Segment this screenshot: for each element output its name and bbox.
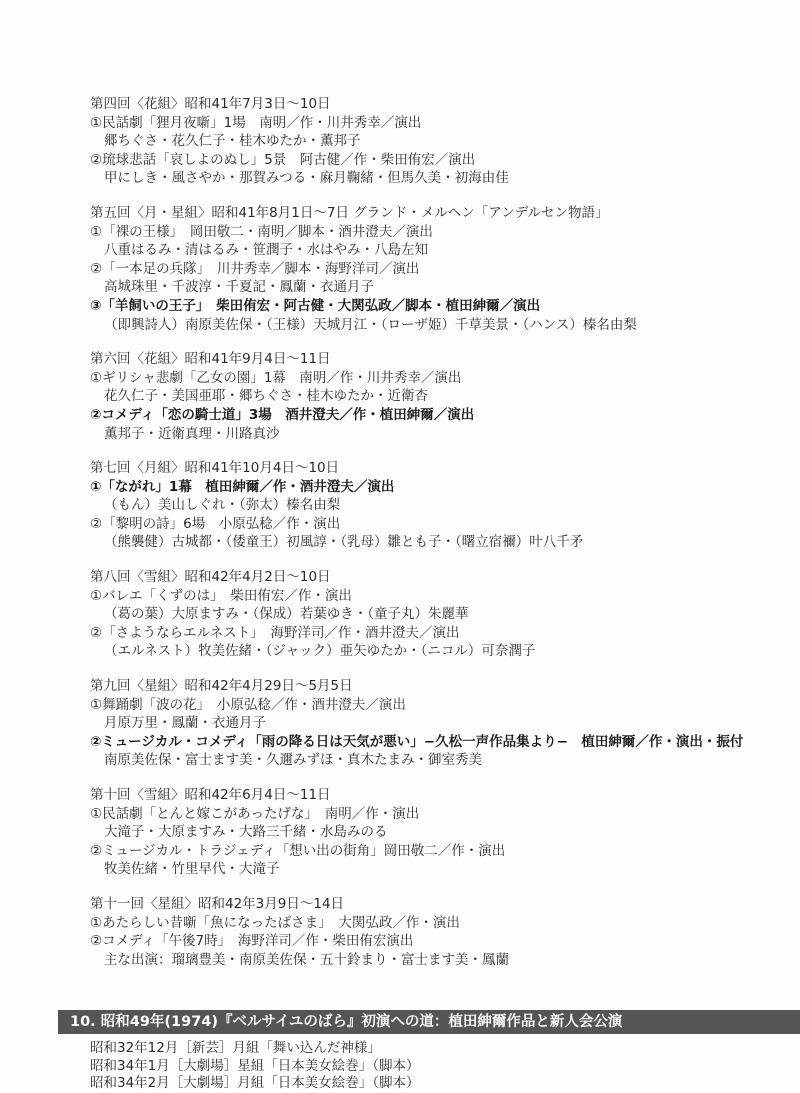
performance-header: 第四回〈花組〉昭和41年7月3日〜10日 [90, 96, 331, 112]
post-section-list [90, 1040, 800, 1093]
performance-block [90, 786, 800, 879]
cast-line: 花久仁子・美国亜耶・郷ちぐさ・桂木ゆたか・近衛杏 [104, 388, 428, 405]
performance-block [90, 459, 800, 552]
performance-header: 第六回〈花組〉昭和41年9月4日〜11日 [90, 351, 331, 368]
program-line: ②コメディ「恋の騎士道」3場 酒井澄夫／作・植田紳爾／演出 [90, 406, 475, 423]
program-line: ①ギリシャ悲劇「乙女の園」1幕 南明／作・川井秀幸／演出 [90, 369, 462, 386]
cast-line: 南原美佐保・富士ます美・久邇みずほ・真木たまみ・御室秀美 [104, 752, 482, 769]
program-line: ①舞踊劇「波の花」 小原弘稔／作・酒井澄夫／演出 [90, 696, 406, 713]
cast-line: 郷ちぐさ・花久仁子・桂木ゆたか・薫邦子 [104, 133, 361, 150]
program-line: ②「黎明の詩」6場 小原弘稔／作・演出 [90, 515, 341, 532]
program-line: ②「一本足の兵隊」 川井秀幸／脚本・海野洋司／演出 [90, 260, 420, 277]
cast-line: 大滝子・大原ますみ・大路三千緒・水島みのる [104, 824, 388, 841]
performance-header: 第十回〈雪組〉昭和42年6月4日〜11日 [90, 787, 331, 803]
performance-list [90, 95, 800, 985]
performance-block [90, 895, 800, 969]
performance-header: 第八回〈雪組〉昭和42年4月2日〜10日 [90, 569, 331, 586]
cast-line: （熊襲健）古城都・（倭童王）初風諄・（乳母）雛とも子・（曙立宿禰）叶八千矛 [104, 534, 584, 551]
program-line: ①「ながれ」1幕 植田紳爾／作・酒井澄夫／演出 [90, 478, 395, 495]
program-line: ③「羊飼いの王子」 柴田侑宏・阿古健・大関弘政／脚本・植田紳爾／演出 [90, 297, 541, 314]
program-line: ②コメディ「午後7時」 海野洋司／作・柴田侑宏演出 [90, 933, 414, 950]
performance-block [90, 677, 800, 770]
cast-line: 月原万里・鳳蘭・衣通月子 [104, 715, 266, 732]
program-line: ①民話劇「狸月夜噺」1場 南明／作・川井秀幸／演出 [90, 114, 422, 131]
work-list-item: 昭和34年1月［大劇場］星組「日本美女絵巻」（脚本） [90, 1057, 420, 1074]
performance-header: 第十一回〈星組〉昭和42年3月9日〜14日 [90, 895, 345, 912]
program-line: ②琉球悲話「哀しよのぬし」5景 阿古健／作・柴田侑宏／演出 [90, 151, 476, 168]
cast-line: 高城珠里・千波淳・千夏記・鳳蘭・衣通月子 [104, 279, 374, 296]
performance-block [90, 568, 800, 661]
performance-header: 第九回〈星組〉昭和42年4月29日〜5月5日 [90, 678, 353, 695]
cast-line: 主な出演：瑠璃豊美・南原美佐保・五十鈴まり・富士ます美・鳳蘭 [104, 951, 509, 968]
cast-line: （もん）美山しぐれ・（弥太）榛名由梨 [104, 497, 341, 514]
program-line: ①民話劇「とんと嫁こがあったげな」 南明／作・演出 [90, 805, 420, 822]
program-line: ①バレエ「くずのは」 柴田侑宏／作・演出 [90, 587, 352, 604]
program-line: ①あたらしい昔噺「魚になったばさま」 大関弘政／作・演出 [90, 914, 460, 931]
cast-line: 八重はるみ・清はるみ・笹潤子・水はやみ・八島左知 [104, 242, 428, 259]
performance-block [90, 204, 800, 334]
cast-line: 牧美佐緒・竹里早代・大滝子 [104, 861, 280, 878]
program-line: ②ミュージカル・トラジェディ「想い出の街角」岡田敬二／作・演出 [90, 842, 506, 859]
cast-line: （エルネスト）牧美佐緒・（ジャック）亜矢ゆたか・（ニコル）可奈潤子 [104, 643, 536, 660]
performance-header: 第五回〈月・星組〉昭和41年8月1日〜7日 グランド・メルヘン「アンデルセン物語」 [90, 204, 609, 221]
performance-header: 第七回〈月組〉昭和41年10月4日〜10日 [90, 460, 340, 477]
cast-line: 甲にしき・風さやか・那賀みつる・麻月鞠緒・但馬久美・初海由佳 [104, 170, 509, 187]
cast-line: （即興詩人）南原美佐保・（王様）天城月江・（ローザ姫）千草美景・（ハンス）榛名由梨 [104, 316, 637, 333]
program-line: ②ミュージカル・コメディ「雨の降る日は天気が悪い」−久松一声作品集より− 植田紳爾／作・演出・振付 [90, 733, 744, 750]
program-line: ②「さようならエルネスト」 海野洋司／作・酒井澄夫／演出 [90, 624, 460, 641]
cast-line: 薫邦子・近衛真理・川路真沙 [104, 425, 280, 442]
program-line: ①「裸の王様」 岡田敬二・南明／脚本・酒井澄夫／演出 [90, 223, 433, 240]
work-list-item: 昭和32年12月［新芸］月組「舞い込んだ神様」 [90, 1040, 381, 1056]
cast-line: （葛の葉）大原ますみ・（保成）若葉ゆき・（童子丸）朱麗華 [104, 606, 469, 623]
section-heading: 10. 昭和49年(1974)『ベルサイユのばら』初演への道：植田紳爾作品と新人会公演 [58, 1010, 800, 1034]
work-list-item: 昭和34年2月［大劇場］月組「日本美女絵巻」（脚本） [90, 1075, 420, 1092]
performance-block [90, 95, 800, 188]
performance-block [90, 350, 800, 443]
